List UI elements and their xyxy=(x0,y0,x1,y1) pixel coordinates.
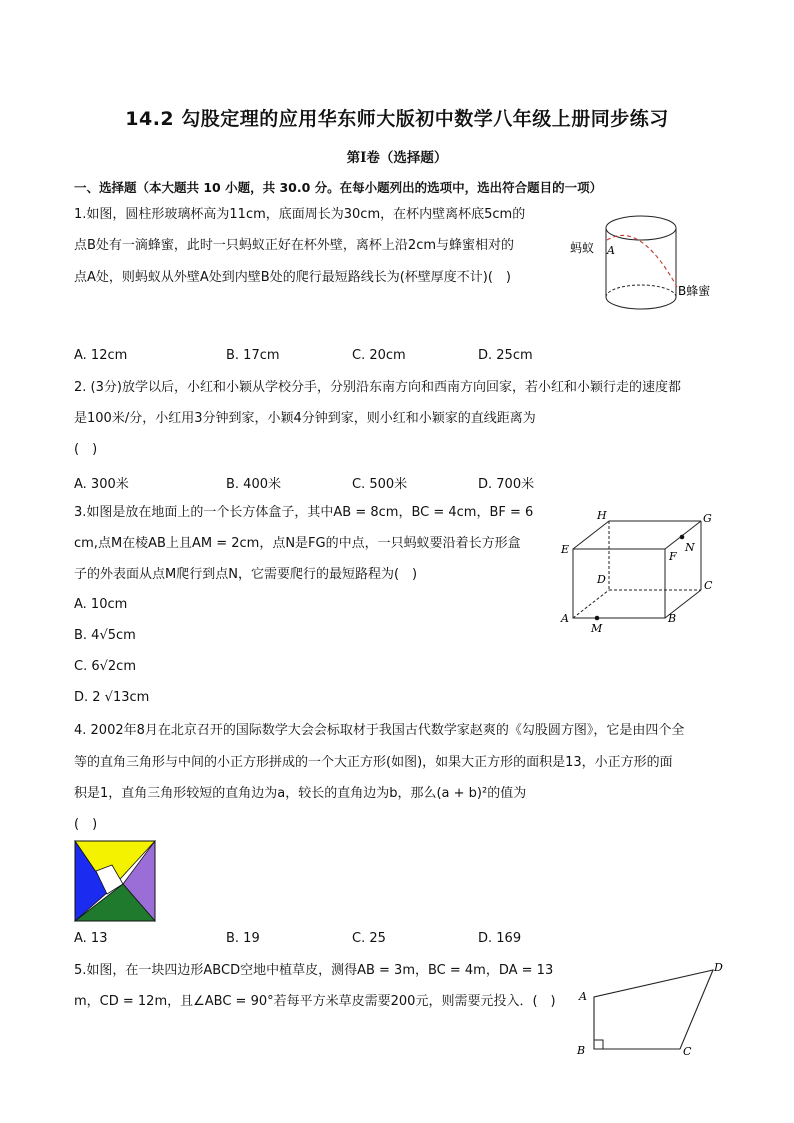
q1-choice-c[interactable]: C. 20cm xyxy=(352,348,406,363)
q4-choice-a[interactable]: A. 13 xyxy=(74,931,108,946)
q1-line-2: 点B处有一滴蜂蜜，此时一只蚂蚁正好在杯外壁，离杯上沿2cm与蜂蜜相对的 xyxy=(74,238,515,253)
q3-line-1: 3.如图是放在地面上的一个长方体盒子，其中AB = 8cm，BC = 4cm，BF = 6 xyxy=(74,505,534,520)
q5-line-1: 5.如图，在一块四边形ABCD空地中植草皮，测得AB = 3m，BC = 4m，DA = 13 xyxy=(74,963,554,978)
page-title: 14.2 勾股定理的应用华东师大版初中数学八年级上册同步练习 xyxy=(125,108,669,130)
q2-choice-c[interactable]: C. 500米 xyxy=(352,477,408,492)
q2-choice-b[interactable]: B. 400米 xyxy=(226,477,281,492)
q4-line-3: 积是1，直角三角形较短的直角边为a，较长的直角边为b，那么(a + b)²的值为 xyxy=(74,786,527,801)
q2-line-3: ( ) xyxy=(74,442,98,457)
label-n: N xyxy=(685,541,695,554)
label-h: H xyxy=(597,509,607,522)
q3-choice-d[interactable]: D. 2 √13cm xyxy=(74,690,150,705)
q2-line-2: 是100米/分，小红用3分钟到家，小颖4分钟到家，则小红和小颖家的直线距离为 xyxy=(74,411,536,426)
label-c: C xyxy=(683,1045,692,1058)
label-b: B xyxy=(668,612,677,625)
label-g: G xyxy=(703,512,712,525)
q1-choice-b[interactable]: B. 17cm xyxy=(226,348,280,363)
label-d: D xyxy=(714,961,723,974)
q4-line-2: 等的直角三角形与中间的小正方形拼成的一个大正方形(如图)，如果大正方形的面积是13，小正方形的面 xyxy=(74,755,673,770)
label-f: F xyxy=(669,550,677,563)
cylinder-figure xyxy=(565,205,735,320)
q4-choice-b[interactable]: B. 19 xyxy=(226,931,260,946)
label-d: D xyxy=(597,573,606,586)
point-m xyxy=(595,616,600,621)
label-b: B xyxy=(577,1044,586,1057)
q1-line-1: 1.如图，圆柱形玻璃杯高为11cm，底面周长为30cm，在杯内壁离杯底5cm的 xyxy=(74,207,526,222)
q3-choice-b[interactable]: B. 4√5cm xyxy=(74,628,136,643)
box-figure xyxy=(555,505,725,635)
point-b-label: B蜂蜜 xyxy=(678,284,711,298)
q1-choice-a[interactable]: A. 12cm xyxy=(74,348,128,363)
label-m: M xyxy=(591,622,603,635)
q3-line-2: cm,点M在棱AB上且AM = 2cm，点N是FG的中点，一只蚂蚁要沿着长方形盒 xyxy=(74,536,521,551)
q3-choice-c[interactable]: C. 6√2cm xyxy=(74,659,136,674)
quadrilateral-figure xyxy=(565,955,735,1060)
q2-choice-a[interactable]: A. 300米 xyxy=(74,477,129,492)
zhao-shuang-square-figure xyxy=(74,840,156,922)
label-c: C xyxy=(704,579,713,592)
section-header: 一、选择题（本大题共 10 小题，共 30.0 分。在每小题列出的选项中，选出符合题目的一项） xyxy=(74,180,603,195)
q2-choice-d[interactable]: D. 700米 xyxy=(478,477,535,492)
label-a: A xyxy=(561,612,569,625)
q5-line-2: m，CD = 12m，且∠ABC = 90°若每平方米草皮需要200元，则需要元投入．( ) xyxy=(74,994,556,1009)
point-a-label: A xyxy=(607,244,615,257)
q1-line-3: 点A处，则蚂蚁从外壁A处到内壁B处的爬行最短路线长为(杯壁厚度不计)( ) xyxy=(74,270,511,285)
point-n xyxy=(680,535,685,540)
q4-line-4: ( ) xyxy=(74,817,98,832)
page-subtitle: 第Ⅰ卷（选择题） xyxy=(346,150,448,166)
label-a: A xyxy=(579,990,587,1003)
q4-choice-d[interactable]: D. 169 xyxy=(478,931,522,946)
q3-choice-a[interactable]: A. 10cm xyxy=(74,597,128,612)
label-e: E xyxy=(561,543,570,556)
q3-line-3: 子的外表面从点M爬行到点N，它需要爬行的最短路程为( ) xyxy=(74,567,418,582)
ant-label: 蚂蚁 xyxy=(570,241,595,255)
q1-choice-d[interactable]: D. 25cm xyxy=(478,348,533,363)
q4-line-1: 4. 2002年8月在北京召开的国际数学大会会标取材于我国古代数学家赵爽的《勾股圆方图》，它是由四个全 xyxy=(74,723,685,738)
q4-choice-c[interactable]: C. 25 xyxy=(352,931,386,946)
q2-line-1: 2. (3分)放学以后，小红和小颖从学校分手，分别沿东南方向和西南方向回家，若小红和小颖行走的速度都 xyxy=(74,380,681,395)
